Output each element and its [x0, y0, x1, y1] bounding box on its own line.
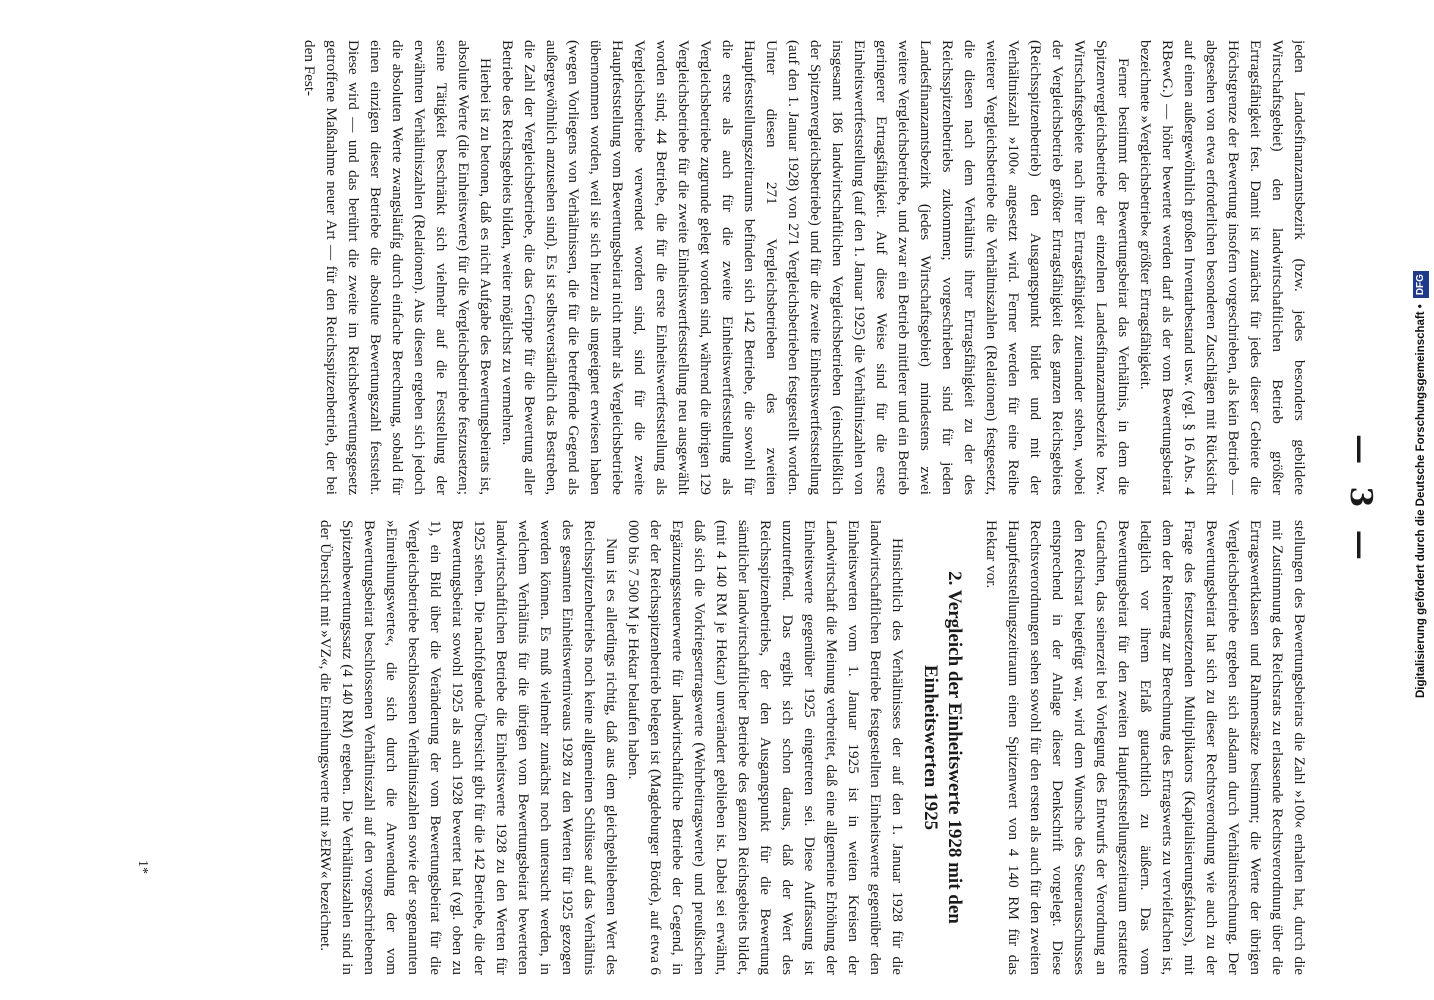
paragraph: Nun ist es allerdings richtig, daß aus dem gleichgebliebenen Wert des Reichsspitzenbetriebs noch keine allgemeinen Schlüsse auf das Verhältnis des gesamten Einheitswertniveaus 1928 zu den Werten für 1925 gezogen werden können. Es muß vielmehr zunächst noch untersucht werden, in welchem Verhältnis für die übrigen vom Bewertungsbeirat bewerteten landwirtschaftlichen Betriebe die Einheitswerte 1928 zu den Werten für 1925 stehen. Die nachfolgende Übersicht gibt für die 142 Betriebe, die der Bewertungsbeirat sowohl 1925 als auch 1928 bewertet hat (vgl. oben zu 1), ein Bild über die Veränderung der vom Bewertungsbeirat für die Vergleichsbetriebe beschlossenen Verhältniszahlen sowie der sogenannten »Einreihungswerte«, die sich durch die Anwendung der vom Bewertungsbeirat beschlossenen Verhältniszahl auf den vorgeschriebenen Spitzenbewertungssatz (4 140 RM) ergeben. Die Verhältniszahlen sind in der Übersicht mit »VZ«, die Einreihungswerte mit »ERW« bezeichnet. — [317, 520, 620, 975]
rotated-page — [60, 0, 1400, 1000]
paragraph: jeden Landesfinanzamtsbezirk (bzw. jedes besonders gebildete Wirtschaftsgebiet) den landwirtschaftlichen Betrieb größter Ertragsfähigkeit fest. Damit ist zunächst für jedes dieser Gebiete die Höchstgrenze der Bewertung insofern vorgeschrieben, als kein Betrieb — abgesehen von etwa erforderlichen besonderen Zuschlägen mit Rücksicht auf einen außergewöhnlich großen Inventarbestand usw. (vgl. § 16 Abs. 4 RBewG.) — höher bewertet werden darf als der vom Bewertungsbeirat bezeichnete »Vergleichsbetrieb« größter Ertragsfähigkeit. — [1137, 40, 1308, 495]
text-column-right — [110, 520, 1310, 975]
credit-text: Digitalisierung gefördert durch die Deutsche Forschungsgemeinschaft • — [1415, 304, 1427, 698]
page-number-header: — 3 — — [1343, 434, 1378, 566]
dfg-logo: DFG — [1413, 271, 1429, 298]
paragraph: Hinsichtlich des Verhältnisses der auf den 1. Januar 1928 für die landwirtschaftlichen Betriebe festgestellten Einheitswerte gegenüber den Einheitswerten vom 1. Januar 1925 ist in weiten Kreisen der Landwirtschaft die Meinung verbreitet, daß eine allgemeine Erhöhung der Einheitswerte gegenüber 1925 eingetreten sei. Diese Auffassung ist unzutreffend. Das ergibt sich schon daraus, daß der Wert des Reichsspitzenbetriebs, der den Ausgangspunkt für die Bewertung sämtlicher landwirtschaftlicher Betriebe des ganzen Reichsgebiets bildet, (mit 4 140 RM je Hektar) unverändert geblieben ist. Dabei sei erwähnt, daß sich die Vorkriegsertragswerte (Wehrbeitragswerte) und preußischen Ergänzungssteuerwerte für landwirtschaftliche Betriebe der Gegend, in der der Reichsspitzenbetrieb belegen ist (Magdeburger Börde), auf etwa 6 000 bis 7 500 M je Hektar belaufen haben. — [625, 520, 906, 975]
paragraph: stellungen des Bewertungsbeirats die Zahl »100« erhalten hat, durch die mit Zustimmung des Reichsrats zu erlassende Rechtsverordnung über die Ertragswertklassen und Rahmensätze bestimmt; die Werte der übrigen Vergleichsbetriebe ergeben sich alsdann durch Verhältnisrechnung. Der Bewertungsbeirat hat sich zu dieser Rechtsverordnung wie auch zu der Frage des festzusetzenden Multiplikators (Kapitalisierungsfaktors), mit dem der Reinertrag zur Berechnung des Ertragswerts zu vervielfachen ist, lediglich vor ihrem Erlaß gutachtlich zu äußern. Das vom Bewertungsbeirat für den zweiten Hauptfeststellungszeitraum erstattete Gutachten, das seinerzeit bei Vorlegung des Entwurfs der Verordnung an den Reichsrat beigefügt war, wird dem Wunsche des Steuerausschusses entsprechend in der Anlage dieser Denkschrift vorgelegt. Diese Rechtsverordnungen sehen sowohl für den ersten als auch für den zweiten Hauptfeststellungszeitraum einen Spitzenwert von 4 140 RM für das Hektar vor. — [983, 520, 1308, 975]
section-heading: 2. Vergleich der Einheitswerte 1928 mit den Einheitswerten 1925 — [920, 571, 965, 924]
document-page — [60, 0, 1400, 1000]
sheet-signature: 1* — [135, 860, 150, 874]
text-column-left — [110, 40, 1310, 495]
paragraph: Hierbei ist zu betonen, daß es nicht Aufgabe des Bewertungsbeirats ist, absolute Werte (die Einheitswerte) für die Vergleichsbetriebe festzusetzen; seine Tätigkeit beschränkt sich vielmehr auf die Feststellung der erwähnten Verhältniszahlen (Relationen). Aus diesen ergeben sich jedoch die absoluten Werte zwangsläufig durch einfache Berechnung, sobald für einen einzigen dieser Betriebe die absolute Bewertungszahl feststeht. Diese wird — und das berührt die zweite im Reichsbewertungsgesetz getroffene Maßnahme neuer Art — für den Reichsspitzenbetrieb, der bei den Fest- — [301, 40, 494, 495]
paragraph: Ferner bestimmt der Bewertungsbeirat das Verhältnis, in dem die Spitzenvergleichsbetriebe der einzelnen Landesfinanzamtsbezirke bzw. Wirtschaftsgebiete nach ihrer Ertragsfähigkeit zueinander stehen, wobei der Vergleichsbetrieb größter Ertragsfähigkeit des ganzen Reichsgebiets (Reichsspitzenbetrieb) den Ausgangspunkt bildet und mit der Verhältniszahl »100« angesetzt wird. Ferner werden für eine Reihe weiterer Vergleichsbetriebe die Verhältniszahlen (Relationen) festgesetzt, die diesen nach dem Verhältnis ihrer Ertragsfähigkeit zu der des Reichsspitzenbetriebs zukommen; vorgeschrieben sind für jeden Landesfinanzamtsbezirk (jedes Wirtschaftsgebiet) mindestens zwei weitere Vergleichsbetriebe, und zwar ein Betrieb mittlerer und ein Betrieb geringerer Ertragsfähigkeit. Auf diese Weise sind für die erste Einheitswertfeststellung (auf den 1. Januar 1925) die Verhältniszahlen von insgesamt 186 landwirtschaftlichen Vergleichsbetrieben (einschließlich der Spitzenvergleichsbetriebe) und für die zweite Einheitswertfeststellung (auf den 1. Januar 1928) von 271 Vergleichsbetrieben festgestellt worden. Unter diesen 271 Vergleichsbetrieben des zweiten Hauptfeststellungszeitraums befinden sich 142 Betriebe, die sowohl für die erste als auch für die zweite Einheitswertfeststellung als Vergleichsbetriebe zugrunde gelegt worden sind, während die übrigen 129 Vergleichsbetriebe für die zweite Einheitswertfeststellung neu ausgewählt worden sind; 44 Betriebe, die für die erste Einheitswertfeststellung als Vergleichsbetriebe verwendet worden sind, sind für die zweite Hauptfeststellung vom Bewertungsbeirat nicht mehr als Vergleichsbetriebe übernommen worden, weil sie sich hierzu als ungeeignet erwiesen haben (wegen Vorliegens von Verhältnissen, die für die betreffende Gegend als außergewöhnlich anzusehen sind). Es ist selbstverständlich das Bestreben, die Zahl der Vergleichsbetriebe, die das Gerippe für die Bewertung aller Betriebe des Reichsgebiets bilden, weiter möglichst zu vermehren. — [499, 40, 1132, 495]
digitization-credit — [1411, 8, 1431, 698]
